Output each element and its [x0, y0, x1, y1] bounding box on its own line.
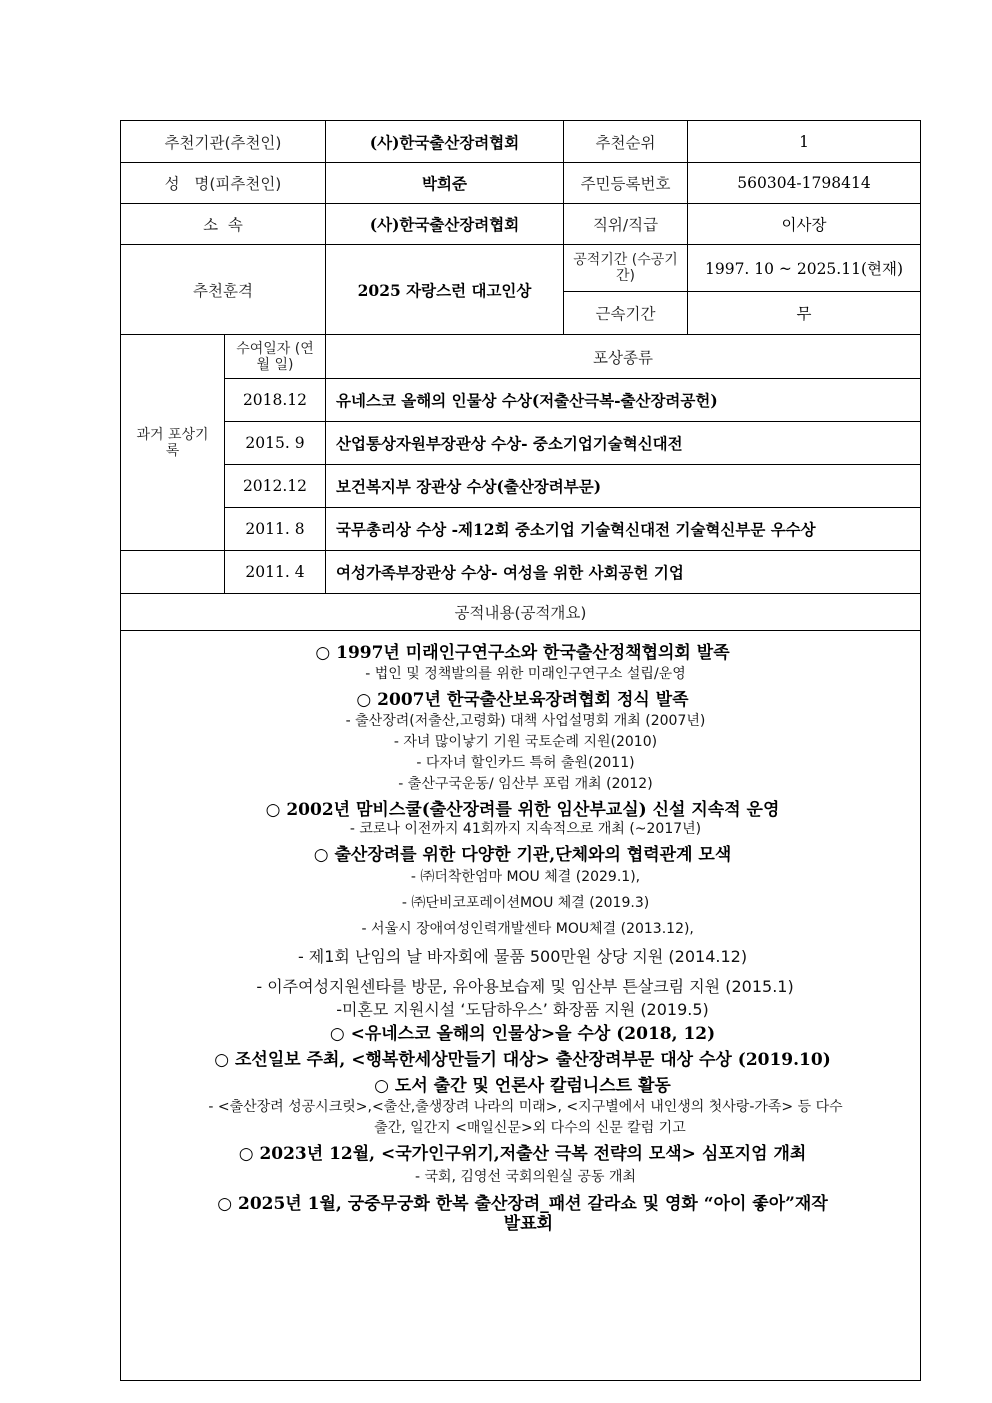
- award-date: 2012.12: [225, 465, 326, 508]
- achievement-detail: - ㈜단비코포레이션MOU 체결 (2019.3): [401, 895, 650, 911]
- achievement-detail: - 자녀 많이낳기 기원 국토순례 지원(2010): [393, 734, 658, 750]
- award-row: [121, 422, 921, 465]
- award-name: 유네스코 올해의 인물상 수상(저출산극복-출산장려공헌): [326, 379, 921, 422]
- label-affiliation: 소 속: [121, 204, 326, 245]
- achievement-heading: ○ 1997년 미래인구연구소와 한국출산정책협의회 발족: [315, 643, 730, 663]
- award-row: [121, 508, 921, 551]
- nomination-form: [120, 120, 921, 1381]
- achievement-detail: - 법인 및 정책발의를 위한 미래인구연구소 설립/운영: [365, 666, 686, 682]
- award-row: [121, 551, 921, 594]
- achievement-detail: - 국회, 김영선 국회의원실 공동 개최: [414, 1169, 637, 1185]
- achievement-detail: - ㈜더착한엄마 MOU 체결 (2029.1),: [410, 869, 641, 885]
- label-rank: 추천순위: [564, 121, 688, 163]
- achievements-list: [133, 643, 912, 1234]
- achievement-detail: - 다자녀 할인카드 특허 출원(2011): [416, 755, 635, 771]
- award-row: [121, 379, 921, 422]
- achievements-content: [121, 631, 921, 1381]
- label-past-awards: 과거 포상기록: [121, 335, 225, 551]
- label-service-period: 근속기간: [564, 292, 688, 335]
- label-award-grade: 추천훈격: [121, 245, 326, 335]
- achievement-heading: ○ 출산장려를 위한 다양한 기관,단체와의 협력관계 모색: [313, 845, 732, 865]
- award-date: 2011. 4: [225, 551, 326, 594]
- achievement-heading: ○ <유네스코 올해의 인물상>을 수상 (2018, 12): [329, 1024, 716, 1044]
- award-date: 2015. 9: [225, 422, 326, 465]
- achievement-detail: - 출산장려(저출산,고령화) 대책 사업설명회 개최 (2007년): [345, 713, 706, 729]
- achievement-detail: - <출산장려 성공시크릿>,<출산,출생장려 나라의 미래>, <지구별에서 내인생의 첫사랑-가족> 등 다수: [208, 1099, 843, 1115]
- achievement-detail: - 제1회 난임의 날 바자회에 물품 500만원 상당 지원 (2014.12): [297, 947, 748, 966]
- value-position: 이사장: [688, 204, 921, 245]
- value-recommender: (사)한국출산장려협회: [326, 121, 564, 163]
- achievement-detail: - 이주여성지원센타를 방문, 유아용보습제 및 임산부 튼살크림 지원 (2015.1): [251, 977, 794, 996]
- label-recommender: 추천기관(추천인): [121, 121, 326, 163]
- col-award-type: 포상종류: [326, 335, 921, 379]
- row-affiliation: [121, 204, 921, 245]
- achievement-heading: ○ 조선일보 주최, <행복한세상만들기 대상> 출산장려부문 대상 수상 (2019.10): [214, 1050, 831, 1070]
- award-name: 국무총리상 수상 -제12회 중소기업 기술혁신대전 기술혁신부문 우수상: [326, 508, 921, 551]
- achievement-heading: 발표회: [491, 1214, 554, 1234]
- achievements-title-row: [121, 594, 921, 631]
- award-date: 2011. 8: [225, 508, 326, 551]
- value-rank: 1: [688, 121, 921, 163]
- label-nominee: 성 명(피추천인): [121, 163, 326, 204]
- award-row: [121, 465, 921, 508]
- value-merit-period: 1997. 10 ~ 2025.11(현재): [688, 245, 921, 292]
- achievement-detail: - 코로나 이전까지 41회까지 지속적으로 개최 (~2017년): [349, 821, 702, 837]
- achievement-heading: ○ 2007년 한국출산보육장려협회 정식 발족: [356, 690, 689, 710]
- award-name: 산업통상자원부장관상 수상- 중소기업기술혁신대전: [326, 422, 921, 465]
- value-affiliation: (사)한국출산장려협회: [326, 204, 564, 245]
- row-award-grade: [121, 245, 921, 292]
- achievement-detail: 출간, 일간지 <매일신문>외 다수의 신문 칼럼 기고: [365, 1120, 686, 1136]
- value-id-number: 560304-1798414: [688, 163, 921, 204]
- award-date: 2018.12: [225, 379, 326, 422]
- achievement-heading: ○ 2023년 12월, <국가인구위기,저출산 극복 전략의 모색> 심포지엄 개최: [238, 1144, 807, 1164]
- label-position: 직위/직급: [564, 204, 688, 245]
- achievements-row: [121, 631, 921, 1381]
- row-nominee: [121, 163, 921, 204]
- achievement-detail: - 출산구국운동/ 임산부 포럼 개최 (2012): [398, 776, 653, 792]
- achievement-detail: - 서울시 장애여성인력개발센타 MOU체결 (2013.12),: [357, 921, 694, 937]
- label-merit-period: 공적기간 (수공기간): [564, 245, 688, 292]
- award-name: 여성가족부장관상 수상- 여성을 위한 사회공헌 기업: [326, 551, 921, 594]
- col-award-date: 수여일자 (연 월 일): [225, 335, 326, 379]
- award-name: 보건복지부 장관상 수상(출산장려부문): [326, 465, 921, 508]
- awards-header-row: [121, 335, 921, 379]
- value-award-grade: 2025 자랑스런 대고인상: [326, 245, 564, 335]
- value-nominee: 박희준: [326, 163, 564, 204]
- achievement-heading: ○ 도서 출간 및 언론사 칼럼니스트 활동: [374, 1076, 671, 1096]
- achievement-detail: -미혼모 지원시설 ‘도담하우스’ 화장품 지원 (2019.5): [336, 1000, 709, 1019]
- label-id-number: 주민등록번호: [564, 163, 688, 204]
- value-service-period: 무: [688, 292, 921, 335]
- achievements-title: 공적내용(공적개요): [121, 594, 921, 631]
- award-blank-cell: [121, 551, 225, 594]
- achievement-heading: ○ 2025년 1월, 궁중무궁화 한복 출산장려_패션 갈라쇼 및 영화 “아이 좋아”재작: [217, 1194, 828, 1214]
- achievement-heading: ○ 2002년 맘비스쿨(출산장려를 위한 임산부교실) 신설 지속적 운영: [265, 800, 780, 820]
- row-recommender: [121, 121, 921, 163]
